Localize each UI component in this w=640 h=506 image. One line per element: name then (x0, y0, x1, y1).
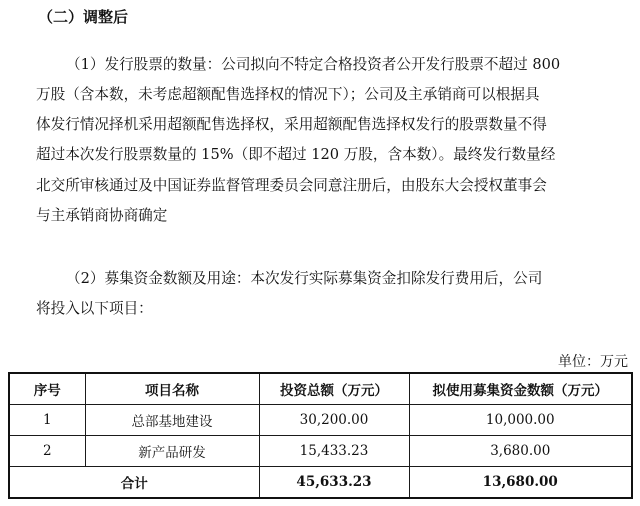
unit-label: 单位：万元 (558, 354, 628, 370)
table-header-row (9, 373, 632, 405)
cell-seq: 2 (9, 436, 85, 467)
cell-raised-funds: 3,680.00 (409, 436, 632, 467)
cell-seq: 1 (9, 405, 85, 436)
cell-investment-total: 30,200.00 (259, 405, 409, 436)
paragraph-line: 体发行情况择机采用超额配售选择权，采用超额配售选择权发行的股票数量不得 (36, 116, 547, 133)
cell-investment-total-sum: 45,633.23 (259, 467, 409, 499)
paragraph-line: 超过本次发行股票数量的 15%（即不超过 120 万股，含本数）。最终发行数量经 (36, 146, 556, 163)
paragraph-line: 北交所审核通过及中国证券监督管理委员会同意注册后，由股东大会授权董事会 (36, 177, 547, 194)
section-heading: （二）调整后 (38, 8, 129, 26)
paragraph-line: 将投入以下项目： (36, 300, 153, 317)
paragraph-line: （2）募集资金数额及用途：本次发行实际募集资金扣除发行费用后，公司 (66, 270, 543, 287)
fund-usage-table (8, 372, 633, 499)
cell-raised-funds: 10,000.00 (409, 405, 632, 436)
paragraph-line: （1）发行股票的数量：公司拟向不特定合格投资者公开发行股票不超过 800 (66, 56, 561, 73)
cell-project-name: 总部基地建设 (85, 405, 259, 436)
table-total-row (9, 467, 632, 499)
header-seq: 序号 (9, 373, 85, 405)
cell-investment-total: 15,433.23 (259, 436, 409, 467)
paragraph-line: 万股（含本数，未考虑超额配售选择权的情况下）；公司及主承销商可以根据具 (36, 86, 540, 103)
table-row (9, 405, 632, 436)
header-project-name: 项目名称 (85, 373, 259, 405)
table-row (9, 436, 632, 467)
header-raised-funds: 拟使用募集资金数额（万元） (409, 373, 632, 405)
cell-project-name: 新产品研发 (85, 436, 259, 467)
cell-raised-funds-sum: 13,680.00 (409, 467, 632, 499)
header-investment-total: 投资总额（万元） (259, 373, 409, 405)
cell-total-label: 合计 (9, 467, 259, 499)
paragraph-line: 与主承销商协商确定 (36, 207, 168, 224)
